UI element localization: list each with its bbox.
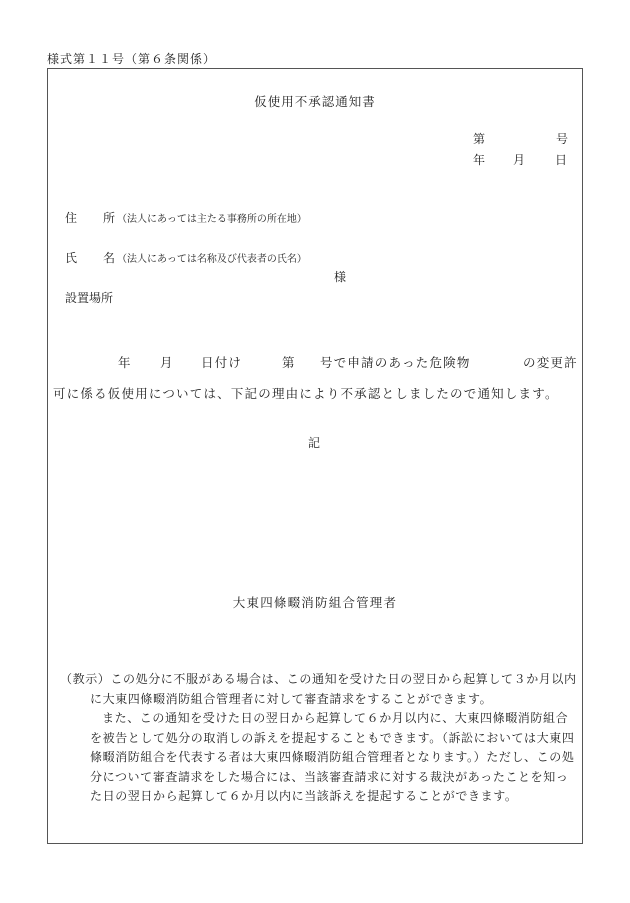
address-label-1: 住 xyxy=(65,211,78,225)
document-title: 仮使用不承認通知書 xyxy=(254,94,376,109)
installation-location-label: 設置場所 xyxy=(65,291,114,305)
address-label-2: 所 xyxy=(103,211,116,225)
header-month: 月 xyxy=(513,153,526,167)
body-change-permit: の変更許 xyxy=(523,355,578,370)
header-number-prefix: 第 xyxy=(473,132,486,146)
honorific: 様 xyxy=(334,270,347,284)
instruction-block xyxy=(60,670,580,807)
body-line-2: 可に係る仮使用については、下記の理由により不承認としましたので通知します。 xyxy=(53,386,559,401)
body-number-suffix-text: 号で申請のあった危険物 xyxy=(320,355,471,370)
issuer: 大東四條畷消防組合管理者 xyxy=(232,595,398,610)
body-month: 月 xyxy=(160,355,174,370)
name-label-1: 氏 xyxy=(65,251,78,265)
body-dated: 日付け xyxy=(201,355,243,370)
form-number: 様式第１１号（第６条関係） xyxy=(47,52,217,66)
header-year: 年 xyxy=(473,153,486,167)
body-number-prefix: 第 xyxy=(282,355,296,370)
ki-label: 記 xyxy=(308,436,321,450)
header-day: 日 xyxy=(555,153,568,167)
address-note: （法人にあっては主たる事務所の所在地） xyxy=(117,214,307,225)
body-year: 年 xyxy=(118,355,132,370)
name-label-2: 名 xyxy=(103,251,116,265)
header-number-suffix: 号 xyxy=(556,132,569,146)
instruction-paragraph-2: また、この通知を受けた日の翌日から起算して６か月以内に、大東四條畷消防組合を被告として処分の取消しの訴えを提起することもできます。（訴訟においては大東四條畷消防組合を代表する者は大東四條畷消防組合管理者となります。）ただし、この処分について審査請求をした場合には、当該審査請求に対する裁決があったことを知った日の翌日から起算して６か月以内に当該訴えを提起することができます。 xyxy=(90,711,575,803)
name-note: （法人にあっては名称及び代表者の氏名） xyxy=(117,254,307,265)
instruction-paragraph-1: （教示）この処分に不服がある場合は、この通知を受けた日の翌日から起算して３か月以内に大東四條畷消防組合管理者に対して審査請求をすることができます。 xyxy=(60,672,577,706)
